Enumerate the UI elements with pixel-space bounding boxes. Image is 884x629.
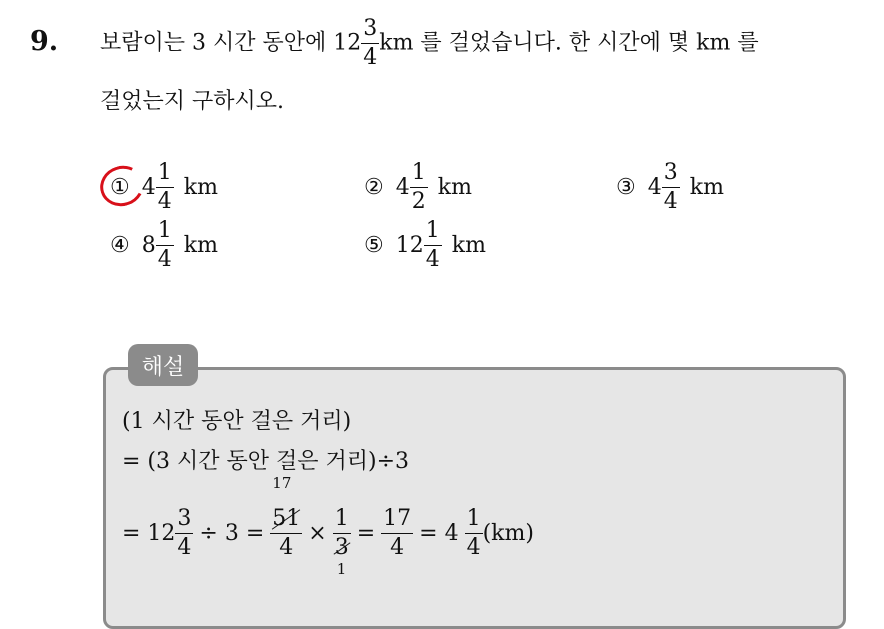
choice-value	[142, 162, 174, 213]
whole-part: 4	[647, 175, 662, 200]
fraction-numerator: 1	[156, 162, 174, 188]
reduced-denominator: 1	[336, 560, 347, 578]
fraction-numerator: 1	[156, 220, 174, 246]
whole-part: 4	[141, 175, 156, 200]
whole-part: 8	[141, 233, 156, 258]
choice-4[interactable]	[110, 220, 218, 271]
choice-marker: ⑤	[364, 233, 384, 258]
fraction-denominator: 4	[279, 535, 294, 560]
fraction-numerator: 1	[410, 162, 428, 188]
eq-fraction-2-wrap	[270, 474, 302, 560]
fraction-denominator	[333, 534, 351, 559]
question-fraction	[361, 18, 379, 69]
whole-part: 12	[395, 233, 424, 258]
fraction-numerator: 1	[333, 508, 351, 534]
fraction-numerator: 3	[361, 18, 379, 44]
solution-tag: 해설	[128, 344, 198, 386]
fraction-denominator: 4	[466, 535, 481, 560]
eq-term: ÷ 3 =	[199, 521, 265, 546]
choice-value	[396, 220, 442, 271]
eq-fraction-5	[465, 508, 483, 559]
choice-fraction	[662, 162, 680, 213]
fraction-numerator: 1	[465, 508, 483, 534]
cancelled-value: 51	[272, 506, 301, 531]
choice-2[interactable]	[364, 162, 472, 213]
eq-term: = 12	[122, 521, 176, 546]
choice-fraction	[424, 220, 442, 271]
choice-marker: ③	[616, 175, 636, 200]
question-number: 9.	[30, 26, 59, 57]
question-line-1	[100, 18, 759, 69]
eq-fraction-2	[270, 508, 302, 559]
choice-fraction	[156, 162, 174, 213]
choice-marker: ④	[110, 233, 130, 258]
eq-term: ×	[308, 521, 327, 546]
choice-value	[142, 220, 174, 271]
eq-term: = 4	[419, 521, 459, 546]
fraction-numerator: 1	[424, 220, 442, 246]
fraction-denominator: 4	[425, 247, 440, 272]
choice-3[interactable]	[616, 162, 724, 213]
fraction-denominator: 4	[390, 535, 405, 560]
fraction-denominator: 4	[157, 247, 172, 272]
unit-label: km	[183, 175, 218, 200]
choice-fraction	[410, 162, 428, 213]
eq-term: (km)	[482, 521, 534, 546]
unit-label: km	[689, 175, 724, 200]
solution-equation	[122, 474, 534, 578]
choice-value	[396, 162, 428, 213]
question-text-b: km 를 걸었습니다. 한 시간에 몇 km 를	[379, 30, 759, 56]
solution-line-2: = (3 시간 동안 걸은 거리)÷3	[122, 449, 410, 474]
fraction-numerator: 3	[175, 508, 193, 534]
solution-line-1: (1 시간 동안 걸은 거리)	[122, 409, 352, 434]
unit-label: km	[437, 175, 472, 200]
choice-fraction	[156, 220, 174, 271]
eq-fraction-3-wrap	[333, 506, 351, 578]
choice-5[interactable]	[364, 220, 486, 271]
fraction-denominator: 4	[177, 535, 192, 560]
eq-fraction-4	[381, 508, 413, 559]
choice-value	[648, 162, 680, 213]
fraction-denominator: 2	[411, 189, 426, 214]
reduced-numerator: 17	[272, 474, 292, 492]
fraction-numerator: 3	[662, 162, 680, 188]
choice-marker: ②	[364, 175, 384, 200]
whole-part: 4	[395, 175, 410, 200]
fraction-denominator: 4	[363, 45, 378, 70]
eq-fraction-1	[175, 508, 193, 559]
fraction-numerator	[270, 508, 302, 534]
fraction-denominator: 4	[157, 189, 172, 214]
unit-label: km	[451, 233, 486, 258]
question-text-a: 보람이는 3 시간 동안에 12	[100, 30, 362, 56]
eq-term: =	[356, 521, 376, 546]
unit-label: km	[183, 233, 218, 258]
eq-fraction-3	[333, 508, 351, 559]
fraction-numerator: 17	[381, 508, 413, 534]
cancelled-value: 3	[334, 535, 349, 560]
fraction-denominator: 4	[663, 189, 678, 214]
choice-marker: ①	[110, 175, 130, 200]
question-line-2: 걸었는지 구하시오.	[100, 89, 285, 114]
